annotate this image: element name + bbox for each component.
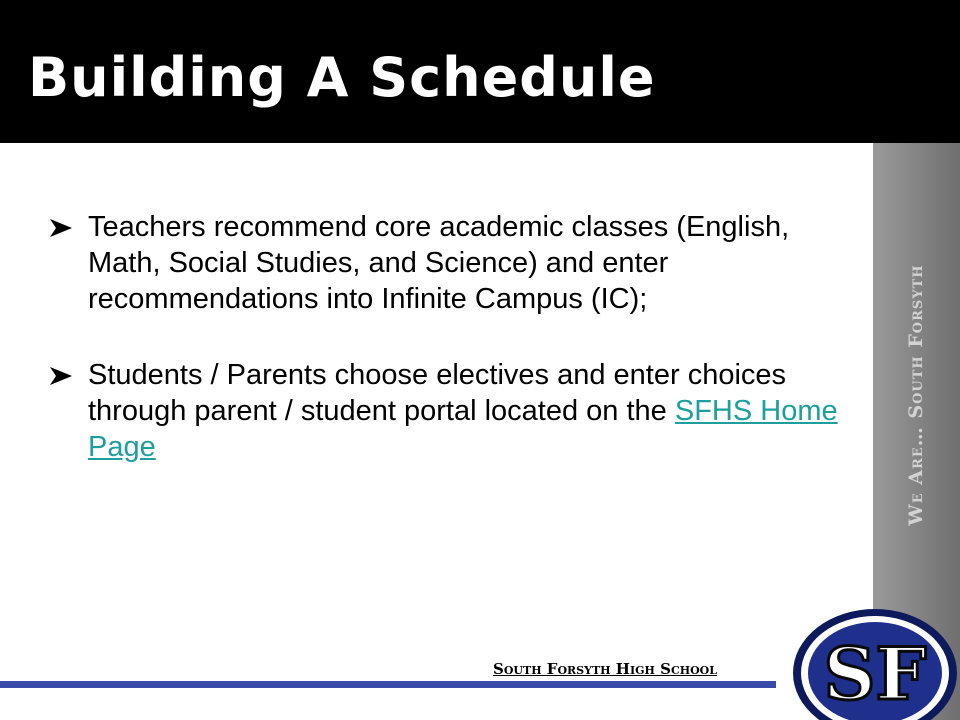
bullet-text: Students / Parents choose electives and enter choices through parent / student portal located on the — [88, 359, 787, 427]
bullet-item — [50, 209, 850, 317]
logo-text: SF — [823, 631, 927, 716]
sf-logo — [790, 607, 960, 720]
footer-rule — [0, 681, 776, 688]
bullet-text: Teachers recommend core academic classes (English, Math, Social Studies, and Science) and enter recommendations into Infinite Campus (IC); — [88, 211, 790, 315]
side-bar-text: We Are… South Forsyth — [905, 264, 927, 526]
footer-school-name: South Forsyth High School — [493, 660, 717, 678]
title-bar — [0, 0, 960, 143]
slide-title: Building A Schedule — [28, 46, 656, 109]
sfhs-home-page-link[interactable]: SFHS Home Page — [88, 395, 838, 463]
arrow-bullet-icon — [50, 367, 72, 385]
slide-content — [50, 209, 850, 505]
arrow-bullet-icon — [50, 219, 72, 237]
bullet-item — [50, 357, 850, 465]
